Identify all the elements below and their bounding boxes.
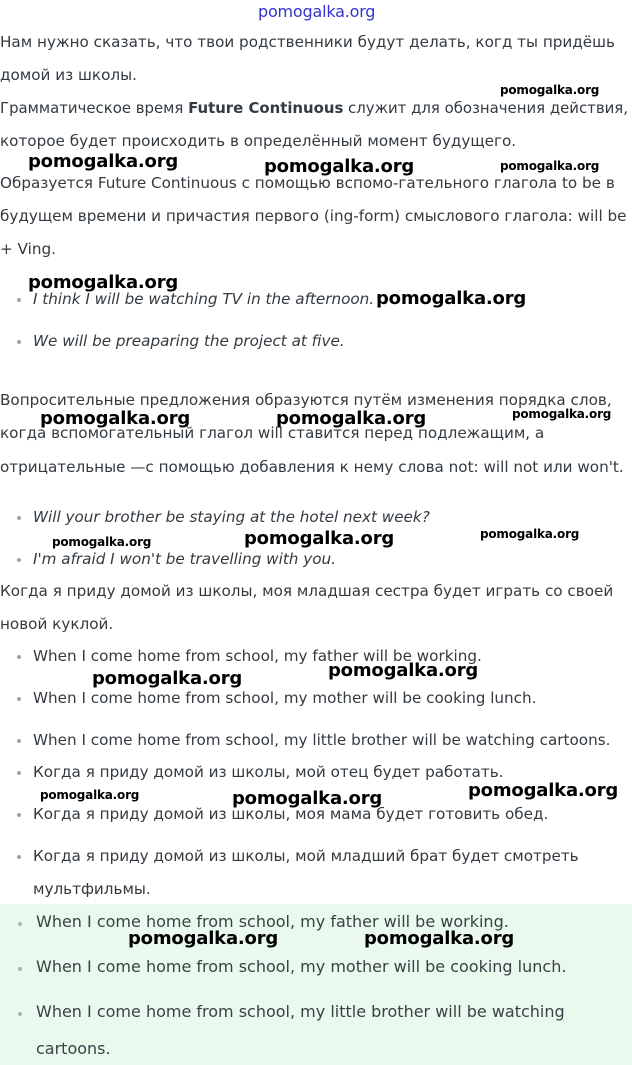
answer-item-continuation: cartoons.: [36, 1039, 111, 1058]
watermark-text: pomogalka.org: [244, 528, 395, 549]
list-item: Когда я приду домой из школы, мой младший брат будет смотреть: [33, 847, 579, 865]
list-item: When I come home from school, my little brother will be watching cartoons.: [33, 731, 611, 749]
watermark-text: pomogalka.org: [28, 151, 179, 172]
list-item: I think I will be watching TV in the afternoon.: [33, 290, 375, 308]
paragraph-line: + Ving.: [0, 240, 56, 258]
text-span: Грамматическое время: [0, 99, 189, 117]
watermark-text: pomogalka.org: [92, 668, 243, 689]
list-item: When I come home from school, my mother will be cooking lunch.: [33, 689, 537, 707]
bullet-icon: [18, 1012, 22, 1016]
bullet-icon: [17, 855, 21, 859]
watermark-text: pomogalka.org: [258, 2, 376, 21]
paragraph-line: домой из школы.: [0, 66, 137, 84]
watermark-text: pomogalka.org: [328, 660, 479, 681]
answer-item: When I come home from school, my father will be working.: [36, 912, 509, 931]
list-item: Когда я приду домой из школы, мой отец будет работать.: [33, 763, 504, 781]
bullet-icon: [18, 922, 22, 926]
paragraph-line: [0, 99, 628, 117]
paragraph-line: Нам нужно сказать, что твои родственники будут делать, когд ты придёшь: [0, 33, 615, 51]
bullet-icon: [18, 967, 22, 971]
answer-item: When I come home from school, my little brother will be watching: [36, 1002, 565, 1021]
answer-item: When I come home from school, my mother will be cooking lunch.: [36, 957, 567, 976]
bullet-icon: [17, 697, 21, 701]
paragraph-line: Вопросительные предложения образуются путём изменения порядка слов,: [0, 391, 612, 409]
watermark-text: pomogalka.org: [364, 928, 515, 949]
watermark-text: pomogalka.org: [500, 83, 600, 97]
watermark-text: pomogalka.org: [232, 788, 383, 809]
paragraph-line: новой куклой.: [0, 615, 114, 633]
text-span: служит для обозначения действия,: [343, 99, 628, 117]
bullet-icon: [17, 516, 21, 520]
list-item: Когда я приду домой из школы, моя мама будет готовить обед.: [33, 805, 549, 823]
list-item: We will be preaparing the project at five.: [33, 332, 345, 350]
paragraph-line: когда вспомогательный глагол will ставится перед подлежащим, а: [0, 424, 545, 442]
watermark-text: pomogalka.org: [468, 780, 619, 801]
bullet-icon: [17, 771, 21, 775]
watermark-text: pomogalka.org: [480, 527, 580, 541]
bullet-icon: [17, 655, 21, 659]
paragraph-line: Когда я приду домой из школы, моя младшая сестра будет играть со своей: [0, 582, 614, 600]
watermark-text: pomogalka.org: [40, 788, 140, 802]
bullet-icon: [17, 813, 21, 817]
list-item-continuation: мультфильмы.: [33, 880, 151, 898]
bullet-icon: [17, 340, 21, 344]
watermark-text: pomogalka.org: [264, 156, 415, 177]
watermark-text: pomogalka.org: [128, 928, 279, 949]
list-item: I'm afraid I won't be travelling with you.: [33, 550, 336, 568]
bullet-icon: [17, 298, 21, 302]
watermark-text: pomogalka.org: [40, 408, 191, 429]
watermark-text: pomogalka.org: [52, 535, 152, 549]
watermark-text: pomogalka.org: [376, 288, 527, 309]
list-item: Will your brother be staying at the hotel next week?: [33, 508, 430, 526]
grammar-term: Future Continuous: [188, 99, 344, 117]
bullet-icon: [17, 739, 21, 743]
paragraph-line: которое будет происходить в определённый момент будущего.: [0, 132, 517, 150]
list-item: When I come home from school, my father will be working.: [33, 647, 482, 665]
watermark-text: pomogalka.org: [512, 407, 612, 421]
paragraph-line: отрицательные —с помощью добавления к нему слова not: will not или won't.: [0, 458, 624, 476]
watermark-text: pomogalka.org: [500, 159, 600, 173]
paragraph-line: Образуется Future Continuous с помощью вспомо-гательного глагола to be в: [0, 174, 615, 192]
watermark-text: pomogalka.org: [28, 272, 179, 293]
paragraph-line: будущем времени и причастия первого (ing-form) смыслового глагола: will be: [0, 207, 627, 225]
watermark-text: pomogalka.org: [276, 408, 427, 429]
bullet-icon: [17, 558, 21, 562]
